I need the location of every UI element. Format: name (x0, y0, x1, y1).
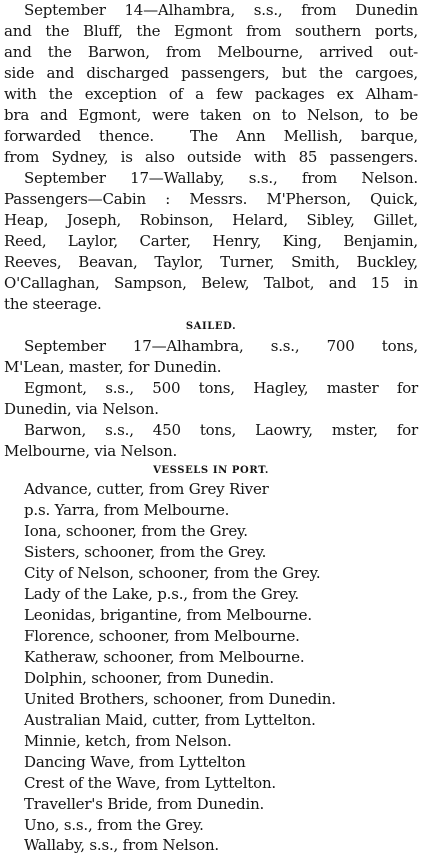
vessel-line: Dancing Wave, from Lyttelton (24, 753, 246, 771)
arrived-line: September 14—Alhambra, s.s., from Dunedin (24, 1, 418, 19)
vessel-line: Leonidas, brigantine, from Melbourne. (24, 606, 312, 624)
vessel-line: City of Nelson, schooner, from the Grey. (24, 564, 321, 582)
vessel-line: Lady of the Lake, p.s., from the Grey. (24, 585, 299, 603)
arrived-line: Heap, Joseph, Robinson, Helard, Sibley, Gillet, (4, 211, 418, 229)
sailed-heading: SAILED. (185, 321, 237, 332)
vessel-line: Sisters, schooner, from the Grey. (24, 543, 267, 561)
sailed-line: September 17—Alhambra, s.s., 700 tons, (24, 337, 418, 355)
arrived-line: and the Barwon, from Melbourne, arrived out- (4, 43, 418, 61)
arrived-line: O'Callaghan, Sampson, Belew, Talbot, and 15 in (4, 274, 418, 292)
vessel-line: United Brothers, schooner, from Dunedin. (24, 690, 336, 708)
arrived-line: Passengers—Cabin : Messrs. M'Pherson, Quick, (4, 190, 418, 208)
vessel-line: Minnie, ketch, from Nelson. (24, 732, 232, 750)
arrived-line: and the Bluff, the Egmont from southern ports, (4, 22, 418, 40)
arrived-line: September 17—Wallaby, s.s., from Nelson. (24, 169, 418, 187)
arrived-line: bra and Egmont, were taken on to Nelson, to be (4, 106, 418, 124)
sailed-line: Dunedin, via Nelson. (4, 400, 159, 418)
vessel-line: Iona, schooner, from the Grey. (24, 522, 248, 540)
arrived-line: the steerage. (4, 295, 102, 313)
arrived-line: with the exception of a few packages ex Alham- (4, 85, 418, 103)
sailed-line: Melbourne, via Nelson. (4, 442, 178, 460)
sailed-line: Egmont, s.s., 500 tons, Hagley, master for (24, 379, 418, 397)
vessels-in-port-heading: VESSELS IN PORT. (153, 465, 269, 476)
vessel-line: Crest of the Wave, from Lyttelton. (24, 774, 276, 792)
arrived-line: from Sydney, is also outside with 85 passengers. (4, 148, 418, 166)
vessel-line: Katheraw, schooner, from Melbourne. (24, 648, 305, 666)
vessel-line: Uno, s.s., from the Grey. (24, 816, 204, 834)
vessel-line: Traveller's Bride, from Dunedin. (24, 795, 265, 813)
vessel-line: Dolphin, schooner, from Dunedin. (24, 669, 274, 687)
vessel-line: Advance, cutter, from Grey River (24, 480, 269, 498)
vessel-line: Australian Maid, cutter, from Lyttelton. (24, 711, 316, 729)
vessel-line: Wallaby, s.s., from Nelson. (24, 836, 219, 854)
arrived-line: forwarded thence. The Ann Mellish, barque, (4, 127, 418, 145)
arrived-line: Reeves, Beavan, Taylor, Turner, Smith, Buckley, (4, 253, 418, 271)
sailed-line: Barwon, s.s., 450 tons, Laowry, mster, for (24, 421, 418, 439)
arrived-line: side and discharged passengers, but the cargoes, (4, 64, 418, 82)
vessel-line: p.s. Yarra, from Melbourne. (24, 501, 230, 519)
sailed-line: M'Lean, master, for Dunedin. (4, 358, 222, 376)
vessel-line: Florence, schooner, from Melbourne. (24, 627, 300, 645)
arrived-line: Reed, Laylor, Carter, Henry, King, Benjamin, (4, 232, 418, 250)
